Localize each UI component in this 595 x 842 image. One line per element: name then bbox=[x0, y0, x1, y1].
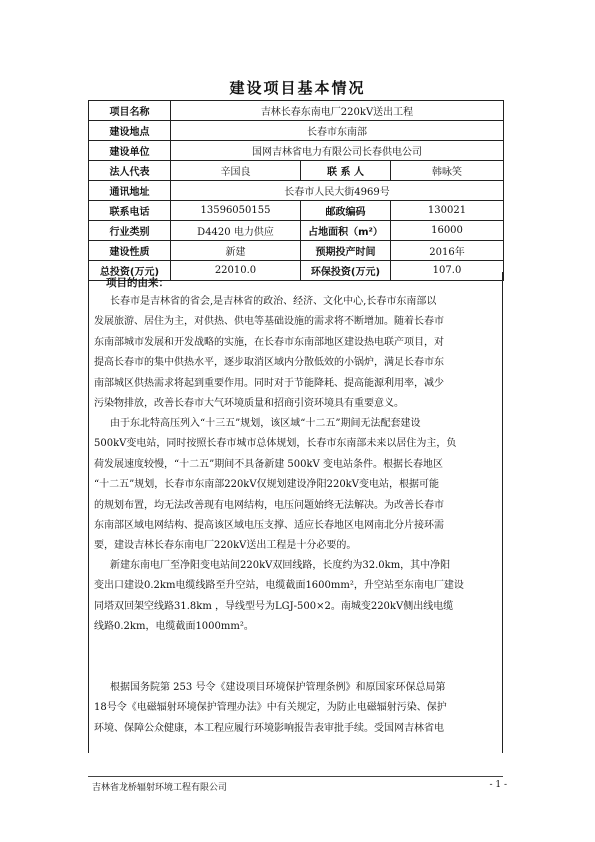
location-value: 长春市东南部 bbox=[171, 121, 504, 141]
address-value: 长春市人民大街4969号 bbox=[171, 181, 504, 201]
paragraph-3 bbox=[88, 556, 503, 638]
area-label: 占地面积（m²） bbox=[301, 221, 391, 241]
paragraph-line: 根据国务院第 253 号令《建设项目环境保护管理条例》和原国家环保总局第 bbox=[110, 682, 446, 693]
paragraph-line: 荷发展速度较慢，“十二五”期间不具备新建 500kV 变电站条件。根据长春地区 bbox=[94, 458, 443, 470]
paragraph-line: 提高长春市的集中供热水平，逐步取消区域内分散低效的小锅炉，满足长春市东 bbox=[94, 357, 444, 369]
paragraph-line: 500kV变电站，同时按照长春市城市总体规划，长春市东南部未来以居住为主，负 bbox=[94, 438, 457, 450]
paragraph-line: “十二五”规划，长春市东南部220kV仅规划建设净阳220kV变电站，根据可能 bbox=[94, 479, 439, 491]
paragraph-line: 要，建设吉林长春东南电厂220kV送出工程是十分必要的。 bbox=[94, 540, 357, 552]
nature-label: 建设性质 bbox=[89, 241, 171, 261]
schedule-value: 2016年 bbox=[391, 241, 504, 261]
table-row bbox=[89, 241, 504, 261]
page-number: - 1 - bbox=[489, 780, 507, 790]
project-info-table bbox=[88, 100, 504, 281]
unit-label: 建设单位 bbox=[89, 141, 171, 161]
paragraph-line: 南部城区供热需求将起到重要作用。同时对于节能降耗、提高能源利用率，减少 bbox=[94, 377, 444, 389]
postcode-label: 邮政编码 bbox=[301, 201, 391, 221]
contact-value: 韩咏笑 bbox=[391, 161, 504, 181]
paragraph-4 bbox=[88, 678, 503, 739]
area-value: 16000 bbox=[391, 221, 504, 241]
project-name-value: 吉林长春东南电厂220kV送出工程 bbox=[171, 101, 504, 121]
location-label: 建设地点 bbox=[89, 121, 171, 141]
investment-label: 总投资(万元) bbox=[89, 261, 171, 281]
table-row bbox=[89, 181, 504, 201]
paragraph-line: 东南部城市发展和开发战略的实施，在长春市东南部地区建设热电联产项目，对 bbox=[94, 336, 444, 348]
legal-rep-label: 法人代表 bbox=[89, 161, 171, 181]
nature-value: 新建 bbox=[171, 241, 301, 261]
paragraph-line: 变出口建设0.2km电缆线路至升空站，电缆截面1600mm²，升空站至东南电厂建设 bbox=[94, 580, 464, 592]
paragraph-line: 由于东北特高压列入“十三五”规划，该区域“十二五”期间无法配套建设 bbox=[110, 418, 421, 429]
table-row bbox=[89, 161, 504, 181]
table-row bbox=[89, 141, 504, 161]
paragraph-line: 污染物排放，改善长春市大气环境质量和招商引资环境具有重要意义。 bbox=[94, 397, 404, 409]
paragraph-line: 发展旅游、居住为主，对供热、供电等基础设施的需求将不断增加。随着长春市 bbox=[94, 316, 444, 328]
industry-value: D4420 电力供应 bbox=[171, 221, 301, 241]
env-investment-value: 107.0 bbox=[391, 261, 504, 281]
page-title: 建设项目基本情况 bbox=[229, 79, 366, 97]
table-row bbox=[89, 221, 504, 241]
contact-label: 联 系 人 bbox=[301, 161, 391, 181]
paragraph-line: 东南部区域电网结构、提高该区域电压支撑、适应长春地区电网南北分片接环需 bbox=[94, 519, 444, 531]
phone-value: 13596050155 bbox=[171, 201, 301, 221]
paragraph-line: 长春市是吉林省的省会,是吉林省的政治、经济、文化中心,长春市东南部以 bbox=[110, 296, 437, 307]
investment-value: 22010.0 bbox=[171, 261, 301, 281]
section-heading: 项目的由来： bbox=[106, 277, 169, 289]
paragraph-line: 同塔双回架空线路31.8km ，导线型号为LGJ-500×2。南城变220kV侧出线电缆 bbox=[94, 600, 454, 612]
paragraph-line: 新建东南电厂至净阳变电站间220kV双回线路，长度约为32.0km，其中净阳 bbox=[110, 560, 451, 571]
paragraph-line: 18号令《电磁辐射环境保护管理办法》中有关规定，为防止电磁辐射污染、保护 bbox=[94, 702, 447, 714]
env-investment-label: 环保投资(万元) bbox=[301, 261, 391, 281]
unit-value: 国网吉林省电力有限公司长春供电公司 bbox=[171, 141, 504, 161]
paragraph-line: 的规划布置，均无法改善现有电网结构，电压问题始终无法解决。为改善长春市 bbox=[94, 499, 444, 511]
schedule-label: 预期投产时间 bbox=[301, 241, 391, 261]
paragraph-2 bbox=[88, 414, 503, 557]
footer-company: 吉林省龙桥辐射环境工程有限公司 bbox=[92, 783, 228, 793]
project-name-label: 项目名称 bbox=[89, 101, 171, 121]
footer-divider bbox=[88, 776, 503, 777]
phone-label: 联系电话 bbox=[89, 201, 171, 221]
legal-rep-value: 辛国良 bbox=[171, 161, 301, 181]
table-row bbox=[89, 121, 504, 141]
table-row bbox=[89, 101, 504, 121]
paragraph-1 bbox=[88, 292, 503, 414]
address-label: 通讯地址 bbox=[89, 181, 171, 201]
table-row bbox=[89, 201, 504, 221]
postcode-value: 130021 bbox=[391, 201, 504, 221]
industry-label: 行业类别 bbox=[89, 221, 171, 241]
paragraph-line: 环境、保障公众健康，本工程应履行环境影响报告表审批手续。受国网吉林省电 bbox=[94, 722, 444, 734]
paragraph-line: 线路0.2km，电缆截面1000mm²。 bbox=[94, 621, 254, 633]
